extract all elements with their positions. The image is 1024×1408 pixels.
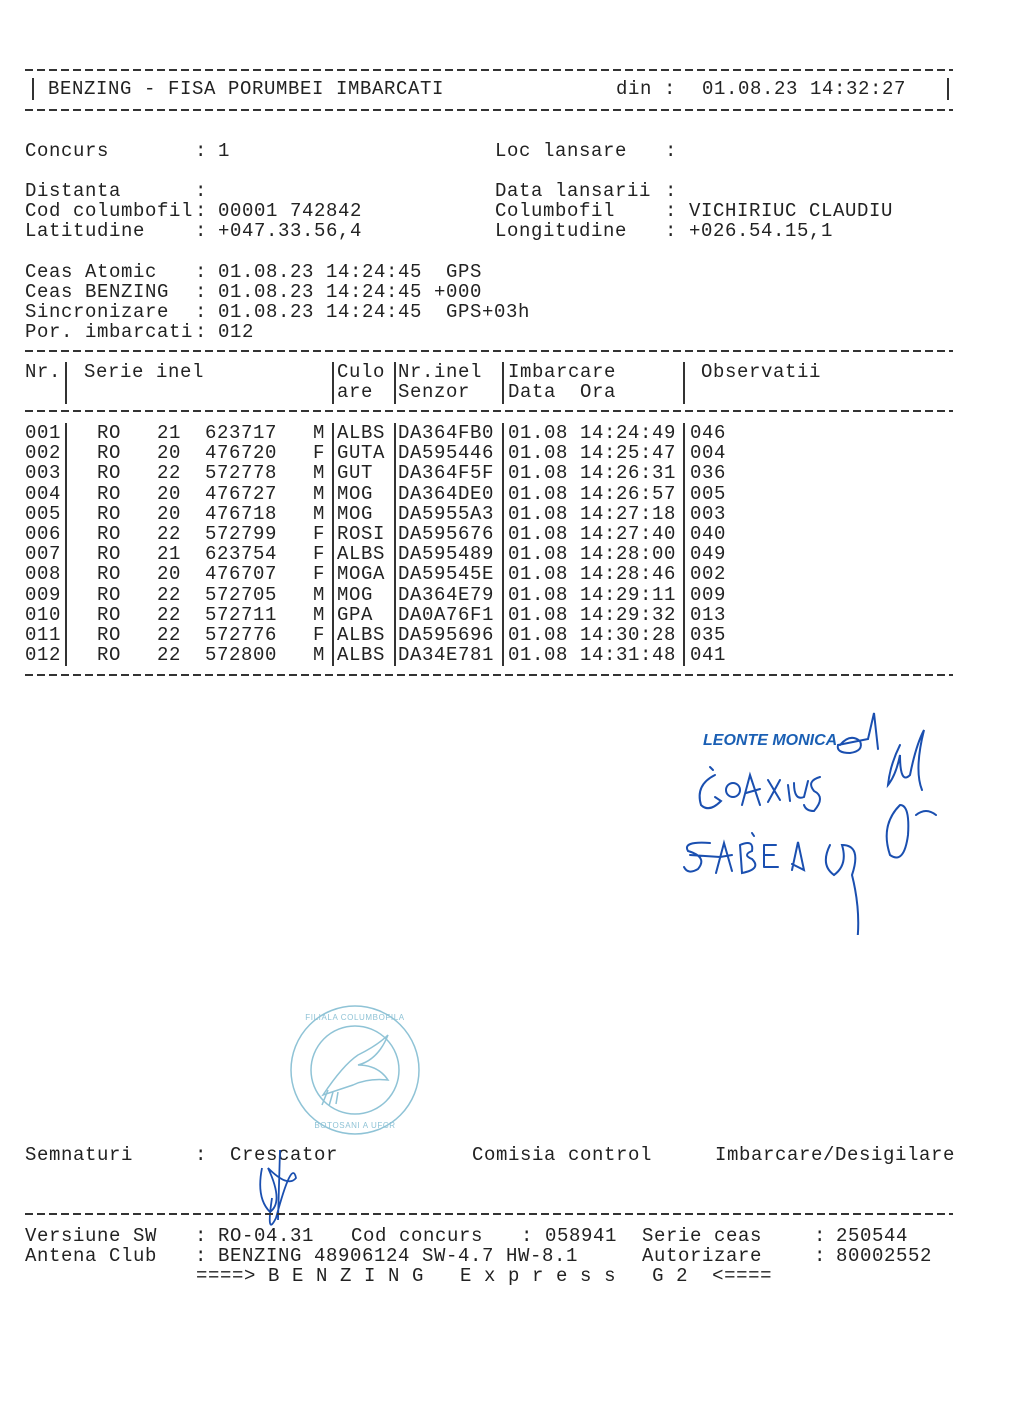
- cell-date: 01.08: [508, 523, 569, 545]
- cell-country: RO: [97, 624, 122, 646]
- ceas-atomic-value: 01.08.23 14:24:45 GPS: [218, 261, 483, 283]
- cod-concurs-label: Cod concurs: [351, 1225, 484, 1247]
- column-separator: [683, 443, 685, 464]
- col-observatii: Observatii: [701, 361, 822, 383]
- cell-year: 20: [157, 442, 182, 465]
- column-separator: [332, 443, 334, 464]
- colon: :: [195, 200, 208, 222]
- box-border: [32, 78, 34, 100]
- cell-year: 22: [157, 523, 182, 545]
- cell-nr: 004: [25, 482, 62, 505]
- name-stamp: LEONTE MONICA: [703, 732, 838, 749]
- column-separator: [394, 625, 396, 646]
- cell-sensor: DA364FB0: [398, 422, 495, 444]
- column-separator: [683, 504, 685, 525]
- cell-year: 21: [157, 422, 182, 444]
- cell-color: ALBS: [337, 543, 386, 566]
- sincronizare-label: Sincronizare: [25, 301, 170, 323]
- imbarcare-desigilare-label: Imbarcare/Desigilare: [715, 1144, 956, 1166]
- column-separator: [332, 605, 334, 626]
- column-separator: [332, 544, 334, 565]
- column-separator: [65, 443, 67, 464]
- column-separator: [65, 564, 67, 585]
- col-data-ora: Data Ora: [508, 381, 617, 403]
- column-separator: [65, 484, 67, 505]
- column-separator: [394, 524, 396, 545]
- cell-sensor: DA0A76F1: [398, 603, 495, 626]
- col-nr-inel: Nr.inel: [398, 361, 483, 383]
- cod-columbofil-value: 00001 742842: [218, 200, 363, 222]
- cell-date: 01.08: [508, 543, 569, 566]
- cell-nr: 010: [25, 603, 62, 626]
- cell-country: RO: [97, 603, 122, 626]
- handwritten-signatures: [680, 705, 960, 935]
- cell-observatii: 013: [690, 603, 727, 626]
- divider: [25, 674, 953, 676]
- cell-sex: F: [313, 624, 326, 646]
- cell-color: MOGA: [337, 563, 386, 586]
- cell-sex: F: [313, 543, 326, 566]
- cell-sensor: DA595696: [398, 624, 495, 646]
- cell-sex: F: [313, 563, 326, 586]
- autorizare-label: Autorizare: [642, 1245, 763, 1267]
- column-separator: [332, 625, 334, 646]
- cell-date: 01.08: [508, 442, 569, 465]
- cell-sensor: DA364F5F: [398, 462, 495, 485]
- cell-country: RO: [97, 563, 122, 586]
- colon: :: [195, 1245, 208, 1267]
- column-separator: [394, 362, 396, 404]
- cell-date: 01.08: [508, 422, 569, 444]
- cell-color: GUT: [337, 462, 374, 485]
- column-separator: [502, 423, 504, 444]
- column-separator: [394, 564, 396, 585]
- cell-year: 20: [157, 482, 182, 505]
- latitudine-value: +047.33.56,4: [218, 220, 363, 242]
- colon: :: [665, 140, 678, 162]
- cell-color: MOG: [337, 583, 374, 606]
- document-title: BENZING - FISA PORUMBEI IMBARCATI: [48, 78, 445, 100]
- column-separator: [65, 524, 67, 545]
- cod-concurs-value: 058941: [545, 1225, 618, 1247]
- cell-ring-number: 572711: [205, 603, 278, 626]
- serie-ceas-label: Serie ceas: [642, 1225, 763, 1247]
- svg-text:BOTOSANI A UFCR: BOTOSANI A UFCR: [314, 1121, 396, 1130]
- column-separator: [65, 645, 67, 666]
- cell-country: RO: [97, 543, 122, 566]
- concurs-value: 1: [218, 140, 231, 162]
- column-separator: [65, 423, 67, 444]
- columbofil-value: VICHIRIUC CLAUDIU: [689, 200, 894, 222]
- cell-observatii: 036: [690, 462, 727, 485]
- column-separator: [332, 362, 334, 404]
- cell-nr: 012: [25, 644, 62, 667]
- column-separator: [394, 605, 396, 626]
- cell-year: 20: [157, 502, 182, 525]
- cell-year: 22: [157, 624, 182, 646]
- cell-sensor: DA595489: [398, 543, 495, 566]
- cell-year: 22: [157, 644, 182, 667]
- cell-sensor: DA595446: [398, 442, 495, 465]
- data-lansarii-label: Data lansarii: [495, 180, 652, 202]
- cell-ring-number: 476707: [205, 563, 278, 586]
- cell-date: 01.08: [508, 624, 569, 646]
- column-separator: [502, 463, 504, 484]
- column-separator: [332, 484, 334, 505]
- cell-observatii: 046: [690, 422, 727, 444]
- cell-country: RO: [97, 482, 122, 505]
- sincronizare-value: 01.08.23 14:24:45 GPS+03h: [218, 301, 531, 323]
- colon: :: [195, 1225, 208, 1247]
- divider: [25, 350, 953, 352]
- cell-sex: F: [313, 442, 326, 465]
- ceas-atomic-label: Ceas Atomic: [25, 261, 158, 283]
- cell-sex: M: [313, 462, 326, 485]
- cell-year: 21: [157, 543, 182, 566]
- print-datetime: 01.08.23 14:32:27: [702, 78, 907, 100]
- cell-time: 14:29:11: [580, 583, 677, 606]
- cell-nr: 009: [25, 583, 62, 606]
- col-nr: Nr.: [25, 361, 62, 383]
- column-separator: [332, 564, 334, 585]
- cell-year: 22: [157, 462, 182, 485]
- cell-color: GPA: [337, 603, 374, 626]
- column-separator: [394, 504, 396, 525]
- colon: :: [665, 200, 678, 222]
- cell-color: MOG: [337, 482, 374, 505]
- column-separator: [683, 484, 685, 505]
- column-separator: [683, 605, 685, 626]
- club-seal: [278, 1000, 433, 1140]
- por-imbarcati-value: 012: [218, 321, 255, 343]
- svg-text:FILIALA COLUMBOFILA: FILIALA COLUMBOFILA: [305, 1013, 405, 1022]
- col-culoare: Culo: [337, 361, 386, 383]
- distanta-label: Distanta: [25, 180, 122, 202]
- cell-observatii: 040: [690, 523, 727, 545]
- cell-nr: 002: [25, 442, 62, 465]
- concurs-label: Concurs: [25, 140, 110, 162]
- column-separator: [683, 463, 685, 484]
- box-border: [947, 78, 949, 100]
- crescator-signature: [250, 1150, 310, 1230]
- cell-observatii: 005: [690, 482, 727, 505]
- column-separator: [332, 504, 334, 525]
- column-separator: [65, 463, 67, 484]
- cell-country: RO: [97, 422, 122, 444]
- colon: :: [814, 1245, 827, 1267]
- cell-color: ALBS: [337, 422, 386, 444]
- ceas-benzing-value: 01.08.23 14:24:45 +000: [218, 281, 483, 303]
- divider: [25, 69, 953, 71]
- crescator-label: Crescator: [230, 1144, 339, 1166]
- cell-time: 14:31:48: [580, 644, 677, 667]
- colon: :: [195, 140, 208, 162]
- cell-observatii: 035: [690, 624, 727, 646]
- colon: :: [195, 220, 208, 242]
- versiune-value: RO-04.31: [218, 1225, 315, 1247]
- cell-time: 14:28:46: [580, 563, 677, 586]
- column-separator: [65, 362, 67, 404]
- longitudine-label: Longitudine: [495, 220, 628, 242]
- cell-observatii: 009: [690, 583, 727, 606]
- cell-country: RO: [97, 462, 122, 485]
- divider: [25, 109, 953, 111]
- cell-ring-number: 572705: [205, 583, 278, 606]
- cell-sensor: DA364E79: [398, 583, 495, 606]
- column-separator: [332, 423, 334, 444]
- cell-date: 01.08: [508, 563, 569, 586]
- cell-ring-number: 476718: [205, 502, 278, 525]
- autorizare-value: 80002552: [836, 1245, 933, 1267]
- colon: :: [195, 281, 208, 303]
- cell-date: 01.08: [508, 482, 569, 505]
- cell-ring-number: 623754: [205, 543, 278, 566]
- cell-time: 14:27:40: [580, 523, 677, 545]
- cell-color: MOG: [337, 502, 374, 525]
- cell-observatii: 002: [690, 563, 727, 586]
- column-separator: [683, 544, 685, 565]
- cell-observatii: 049: [690, 543, 727, 566]
- column-separator: [502, 544, 504, 565]
- cell-date: 01.08: [508, 502, 569, 525]
- colon: :: [814, 1225, 827, 1247]
- antena-value: BENZING 48906124 SW-4.7 HW-8.1: [218, 1245, 579, 1267]
- column-separator: [394, 443, 396, 464]
- colon: :: [195, 180, 208, 202]
- semnaturi-label: Semnaturi: [25, 1144, 134, 1166]
- column-separator: [394, 463, 396, 484]
- cell-ring-number: 623717: [205, 422, 278, 444]
- col-imbarcare: Imbarcare: [508, 361, 617, 383]
- colon: :: [195, 261, 208, 283]
- column-separator: [394, 544, 396, 565]
- cell-color: ALBS: [337, 624, 386, 646]
- column-separator: [332, 463, 334, 484]
- column-separator: [502, 524, 504, 545]
- cell-nr: 008: [25, 563, 62, 586]
- column-separator: [683, 524, 685, 545]
- cell-time: 14:27:18: [580, 502, 677, 525]
- column-separator: [394, 585, 396, 606]
- serie-ceas-value: 250544: [836, 1225, 909, 1247]
- column-separator: [394, 423, 396, 444]
- column-separator: [502, 585, 504, 606]
- cell-year: 22: [157, 583, 182, 606]
- cell-date: 01.08: [508, 603, 569, 626]
- colon: :: [195, 321, 208, 343]
- column-separator: [65, 605, 67, 626]
- cell-sex: M: [313, 422, 326, 444]
- cell-time: 14:29:32: [580, 603, 677, 626]
- column-separator: [683, 585, 685, 606]
- column-separator: [65, 625, 67, 646]
- cell-observatii: 003: [690, 502, 727, 525]
- column-separator: [394, 645, 396, 666]
- cell-sex: M: [313, 502, 326, 525]
- column-separator: [683, 362, 685, 404]
- column-separator: [502, 625, 504, 646]
- cell-ring-number: 572799: [205, 523, 278, 545]
- ceas-benzing-label: Ceas BENZING: [25, 281, 170, 303]
- column-separator: [65, 504, 67, 525]
- benzing-banner: ====> B E N Z I N G E x p r e s s G 2 <====: [196, 1265, 773, 1287]
- cell-sex: M: [313, 583, 326, 606]
- cell-sex: M: [313, 603, 326, 626]
- columbofil-label: Columbofil: [495, 200, 616, 222]
- column-separator: [332, 524, 334, 545]
- column-separator: [683, 564, 685, 585]
- cell-ring-number: 476727: [205, 482, 278, 505]
- cell-sensor: DA59545E: [398, 563, 495, 586]
- cell-color: GUTA: [337, 442, 386, 465]
- column-separator: [65, 585, 67, 606]
- column-separator: [502, 504, 504, 525]
- cell-time: 14:30:28: [580, 624, 677, 646]
- cell-time: 14:28:00: [580, 543, 677, 566]
- cell-ring-number: 572778: [205, 462, 278, 485]
- antena-label: Antena Club: [25, 1245, 158, 1267]
- cell-ring-number: 476720: [205, 442, 278, 465]
- cell-nr: 001: [25, 422, 62, 444]
- cell-sex: F: [313, 523, 326, 545]
- cell-nr: 005: [25, 502, 62, 525]
- cell-color: ALBS: [337, 644, 386, 667]
- column-separator: [683, 625, 685, 646]
- column-separator: [683, 645, 685, 666]
- cell-time: 14:24:49: [580, 422, 677, 444]
- cell-observatii: 004: [690, 442, 727, 465]
- loc-lansare-label: Loc lansare: [495, 140, 628, 162]
- colon: :: [195, 301, 208, 323]
- colon: :: [665, 180, 678, 202]
- colon: :: [521, 1225, 534, 1247]
- cell-date: 01.08: [508, 644, 569, 667]
- column-separator: [394, 484, 396, 505]
- col-culoare-2: are: [337, 381, 374, 403]
- cell-sensor: DA595676: [398, 523, 495, 545]
- column-separator: [332, 645, 334, 666]
- divider: [25, 1213, 953, 1215]
- cell-nr: 003: [25, 462, 62, 485]
- cell-ring-number: 572800: [205, 644, 278, 667]
- cell-sex: M: [313, 644, 326, 667]
- column-separator: [502, 645, 504, 666]
- cell-country: RO: [97, 583, 122, 606]
- column-separator: [502, 605, 504, 626]
- col-serie-inel: Serie inel: [84, 361, 205, 383]
- cell-country: RO: [97, 502, 122, 525]
- cell-observatii: 041: [690, 644, 727, 667]
- cell-sensor: DA5955A3: [398, 502, 495, 525]
- colon: :: [195, 1144, 208, 1166]
- cell-year: 22: [157, 603, 182, 626]
- column-separator: [502, 564, 504, 585]
- cell-country: RO: [97, 442, 122, 465]
- versiune-label: Versiune SW: [25, 1225, 158, 1247]
- latitudine-label: Latitudine: [25, 220, 146, 242]
- cell-sensor: DA364DE0: [398, 482, 495, 505]
- cell-date: 01.08: [508, 583, 569, 606]
- cell-date: 01.08: [508, 462, 569, 485]
- column-separator: [502, 362, 504, 404]
- cod-columbofil-label: Cod columbofil: [25, 200, 194, 222]
- cell-sex: M: [313, 482, 326, 505]
- column-separator: [502, 443, 504, 464]
- cell-year: 20: [157, 563, 182, 586]
- longitudine-value: +026.54.15,1: [689, 220, 834, 242]
- cell-color: ROSI: [337, 523, 386, 545]
- cell-time: 14:26:31: [580, 462, 677, 485]
- cell-time: 14:26:57: [580, 482, 677, 505]
- cell-ring-number: 572776: [205, 624, 278, 646]
- cell-sensor: DA34E781: [398, 644, 495, 667]
- cell-time: 14:25:47: [580, 442, 677, 465]
- column-separator: [683, 423, 685, 444]
- por-imbarcati-label: Por. imbarcati: [25, 321, 194, 343]
- cell-country: RO: [97, 644, 122, 667]
- cell-country: RO: [97, 523, 122, 545]
- din-label: din :: [616, 78, 677, 100]
- column-separator: [65, 544, 67, 565]
- column-separator: [502, 484, 504, 505]
- col-senzor: Senzor: [398, 381, 471, 403]
- comisia-control-label: Comisia control: [472, 1144, 653, 1166]
- cell-nr: 007: [25, 543, 62, 566]
- cell-nr: 006: [25, 523, 62, 545]
- cell-nr: 011: [25, 624, 62, 646]
- column-separator: [332, 585, 334, 606]
- colon: :: [665, 220, 678, 242]
- divider: [25, 410, 953, 412]
